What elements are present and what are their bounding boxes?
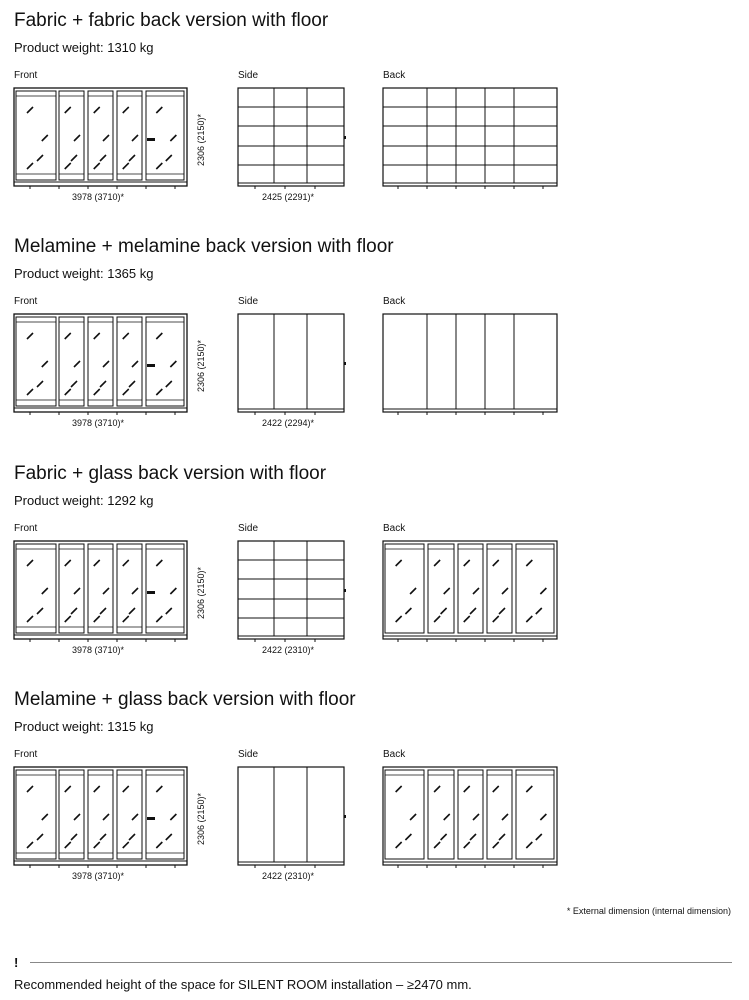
- back-frame: [383, 314, 557, 412]
- glass-reflection-mark: [396, 616, 402, 622]
- back-frame: [383, 88, 557, 186]
- glass-reflection-mark: [540, 814, 546, 820]
- side-hinge: [344, 136, 346, 139]
- glass-reflection-mark: [526, 560, 532, 566]
- door-handle: [147, 364, 155, 367]
- glass-reflection-mark: [94, 163, 100, 169]
- glass-reflection-mark: [94, 560, 100, 566]
- section-title: Fabric + fabric back version with floor: [14, 10, 329, 31]
- elevation-drawings: [0, 679, 749, 899]
- glass-reflection-mark: [156, 163, 162, 169]
- glass-reflection-mark: [103, 135, 109, 141]
- installation-note: Recommended height of the space for SILENT ROOM installation – ≥2470 mm.: [14, 977, 472, 992]
- glass-reflection-mark: [540, 588, 546, 594]
- glass-reflection-mark: [100, 155, 106, 161]
- warning-mark: !: [14, 955, 19, 970]
- glass-reflection-mark: [94, 842, 100, 848]
- glass-reflection-mark: [123, 163, 129, 169]
- glass-reflection-mark: [526, 786, 532, 792]
- glass-reflection-mark: [156, 560, 162, 566]
- glass-reflection-mark: [94, 333, 100, 339]
- product-weight: Product weight: 1292 kg: [14, 493, 154, 508]
- glass-reflection-mark: [27, 560, 33, 566]
- glass-reflection-mark: [441, 834, 447, 840]
- glass-reflection-mark: [502, 814, 508, 820]
- glass-reflection-mark: [493, 560, 499, 566]
- glass-reflection-mark: [27, 389, 33, 395]
- glass-reflection-mark: [94, 616, 100, 622]
- front-view-label: Front: [14, 523, 38, 534]
- glass-reflection-mark: [156, 786, 162, 792]
- glass-reflection-mark: [166, 834, 172, 840]
- front-height-dimension: 2306 (2150)*: [196, 113, 206, 167]
- glass-reflection-mark: [166, 155, 172, 161]
- front-view-label: Front: [14, 70, 38, 81]
- glass-reflection-mark: [132, 588, 138, 594]
- glass-reflection-mark: [464, 616, 470, 622]
- back-view-label: Back: [383, 70, 406, 81]
- glass-reflection-mark: [37, 381, 43, 387]
- glass-reflection-mark: [65, 389, 71, 395]
- front-panel: [146, 770, 184, 859]
- glass-reflection-mark: [473, 814, 479, 820]
- glass-reflection-mark: [103, 361, 109, 367]
- section-title: Melamine + glass back version with floor: [14, 689, 356, 710]
- glass-reflection-mark: [434, 842, 440, 848]
- glass-reflection-mark: [156, 842, 162, 848]
- product-weight: Product weight: 1365 kg: [14, 266, 154, 281]
- section-title: Fabric + glass back version with floor: [14, 463, 327, 484]
- glass-reflection-mark: [65, 842, 71, 848]
- glass-reflection-mark: [470, 608, 476, 614]
- section-fabric-fabric: [0, 0, 749, 220]
- glass-reflection-mark: [444, 814, 450, 820]
- elevation-drawings: [0, 0, 749, 220]
- glass-reflection-mark: [74, 135, 80, 141]
- front-height-dimension: 2306 (2150)*: [196, 339, 206, 393]
- section-fabric-glass: [0, 453, 749, 673]
- side-view-label: Side: [238, 523, 259, 534]
- front-panel: [16, 91, 56, 180]
- side-view-label: Side: [238, 70, 259, 81]
- front-frame: [14, 88, 187, 186]
- glass-reflection-mark: [470, 834, 476, 840]
- glass-reflection-mark: [123, 389, 129, 395]
- front-width-dimension: 3978 (3710)*: [72, 645, 125, 655]
- glass-reflection-mark: [499, 608, 505, 614]
- back-frame: [383, 541, 557, 639]
- glass-reflection-mark: [156, 616, 162, 622]
- glass-reflection-mark: [65, 107, 71, 113]
- glass-reflection-mark: [42, 361, 48, 367]
- glass-reflection-mark: [27, 842, 33, 848]
- glass-reflection-mark: [410, 814, 416, 820]
- back-glass-panel: [516, 770, 554, 859]
- side-hinge: [344, 815, 346, 818]
- section-melamine-glass: [0, 679, 749, 899]
- front-width-dimension: 3978 (3710)*: [72, 418, 125, 428]
- glass-reflection-mark: [170, 135, 176, 141]
- side-width-dimension: 2425 (2291)*: [262, 192, 315, 202]
- side-view-label: Side: [238, 296, 259, 307]
- glass-reflection-mark: [156, 107, 162, 113]
- section-title: Melamine + melamine back version with floor: [14, 236, 394, 257]
- glass-reflection-mark: [156, 333, 162, 339]
- glass-reflection-mark: [74, 588, 80, 594]
- side-frame: [238, 541, 344, 639]
- front-height-dimension: 2306 (2150)*: [196, 566, 206, 620]
- glass-reflection-mark: [493, 842, 499, 848]
- glass-reflection-mark: [526, 842, 532, 848]
- glass-reflection-mark: [444, 588, 450, 594]
- glass-reflection-mark: [42, 814, 48, 820]
- glass-reflection-mark: [132, 135, 138, 141]
- glass-reflection-mark: [65, 786, 71, 792]
- glass-reflection-mark: [103, 814, 109, 820]
- glass-reflection-mark: [129, 381, 135, 387]
- glass-reflection-mark: [166, 608, 172, 614]
- door-handle: [147, 138, 155, 141]
- front-frame: [14, 767, 187, 865]
- back-glass-panel: [385, 544, 424, 633]
- side-hinge: [344, 362, 346, 365]
- glass-reflection-mark: [464, 560, 470, 566]
- glass-reflection-mark: [74, 361, 80, 367]
- glass-reflection-mark: [71, 155, 77, 161]
- glass-reflection-mark: [464, 842, 470, 848]
- glass-reflection-mark: [405, 608, 411, 614]
- glass-reflection-mark: [434, 616, 440, 622]
- glass-reflection-mark: [493, 786, 499, 792]
- side-hinge: [344, 589, 346, 592]
- back-glass-panel: [385, 770, 424, 859]
- front-panel: [16, 544, 56, 633]
- glass-reflection-mark: [27, 163, 33, 169]
- glass-reflection-mark: [74, 814, 80, 820]
- front-frame: [14, 541, 187, 639]
- glass-reflection-mark: [37, 608, 43, 614]
- glass-reflection-mark: [100, 608, 106, 614]
- front-panel: [146, 544, 184, 633]
- glass-reflection-mark: [27, 333, 33, 339]
- glass-reflection-mark: [71, 381, 77, 387]
- elevation-drawings: [0, 226, 749, 446]
- glass-reflection-mark: [123, 107, 129, 113]
- dimension-footnote: * External dimension (internal dimension): [566, 906, 731, 916]
- front-frame: [14, 314, 187, 412]
- glass-reflection-mark: [100, 381, 106, 387]
- glass-reflection-mark: [405, 834, 411, 840]
- glass-reflection-mark: [37, 155, 43, 161]
- back-view-label: Back: [383, 296, 406, 307]
- glass-reflection-mark: [441, 608, 447, 614]
- glass-reflection-mark: [65, 333, 71, 339]
- side-frame: [238, 314, 344, 412]
- glass-reflection-mark: [170, 361, 176, 367]
- glass-reflection-mark: [27, 107, 33, 113]
- glass-reflection-mark: [434, 560, 440, 566]
- glass-reflection-mark: [499, 834, 505, 840]
- glass-reflection-mark: [42, 135, 48, 141]
- glass-reflection-mark: [123, 560, 129, 566]
- glass-reflection-mark: [94, 786, 100, 792]
- front-width-dimension: 3978 (3710)*: [72, 192, 125, 202]
- glass-reflection-mark: [434, 786, 440, 792]
- glass-reflection-mark: [502, 588, 508, 594]
- glass-reflection-mark: [37, 834, 43, 840]
- side-frame: [238, 767, 344, 865]
- glass-reflection-mark: [123, 786, 129, 792]
- section-melamine-melamine: [0, 226, 749, 446]
- door-handle: [147, 817, 155, 820]
- glass-reflection-mark: [94, 107, 100, 113]
- front-view-label: Front: [14, 749, 38, 760]
- glass-reflection-mark: [42, 588, 48, 594]
- glass-reflection-mark: [123, 616, 129, 622]
- back-view-label: Back: [383, 523, 406, 534]
- glass-reflection-mark: [94, 389, 100, 395]
- glass-reflection-mark: [170, 814, 176, 820]
- divider-line: [30, 962, 732, 963]
- side-width-dimension: 2422 (2294)*: [262, 418, 315, 428]
- glass-reflection-mark: [103, 588, 109, 594]
- glass-reflection-mark: [536, 608, 542, 614]
- back-frame: [383, 767, 557, 865]
- front-width-dimension: 3978 (3710)*: [72, 871, 125, 881]
- glass-reflection-mark: [526, 616, 532, 622]
- glass-reflection-mark: [71, 608, 77, 614]
- front-panel: [16, 317, 56, 406]
- glass-reflection-mark: [166, 381, 172, 387]
- front-panel: [146, 317, 184, 406]
- glass-reflection-mark: [396, 560, 402, 566]
- front-view-label: Front: [14, 296, 38, 307]
- product-weight: Product weight: 1310 kg: [14, 40, 154, 55]
- glass-reflection-mark: [396, 842, 402, 848]
- glass-reflection-mark: [65, 560, 71, 566]
- glass-reflection-mark: [27, 786, 33, 792]
- side-frame: [238, 88, 344, 186]
- glass-reflection-mark: [129, 608, 135, 614]
- door-handle: [147, 591, 155, 594]
- glass-reflection-mark: [123, 333, 129, 339]
- glass-reflection-mark: [473, 588, 479, 594]
- glass-reflection-mark: [396, 786, 402, 792]
- elevation-drawings: [0, 453, 749, 673]
- glass-reflection-mark: [132, 814, 138, 820]
- front-height-dimension: 2306 (2150)*: [196, 792, 206, 846]
- front-panel: [16, 770, 56, 859]
- glass-reflection-mark: [170, 588, 176, 594]
- glass-reflection-mark: [132, 361, 138, 367]
- back-glass-panel: [516, 544, 554, 633]
- glass-reflection-mark: [27, 616, 33, 622]
- glass-reflection-mark: [71, 834, 77, 840]
- glass-reflection-mark: [129, 834, 135, 840]
- back-view-label: Back: [383, 749, 406, 760]
- product-weight: Product weight: 1315 kg: [14, 719, 154, 734]
- glass-reflection-mark: [65, 163, 71, 169]
- glass-reflection-mark: [123, 842, 129, 848]
- side-view-label: Side: [238, 749, 259, 760]
- glass-reflection-mark: [65, 616, 71, 622]
- side-width-dimension: 2422 (2310)*: [262, 871, 315, 881]
- front-panel: [146, 91, 184, 180]
- glass-reflection-mark: [464, 786, 470, 792]
- glass-reflection-mark: [493, 616, 499, 622]
- side-width-dimension: 2422 (2310)*: [262, 645, 315, 655]
- glass-reflection-mark: [100, 834, 106, 840]
- glass-reflection-mark: [129, 155, 135, 161]
- glass-reflection-mark: [536, 834, 542, 840]
- glass-reflection-mark: [410, 588, 416, 594]
- glass-reflection-mark: [156, 389, 162, 395]
